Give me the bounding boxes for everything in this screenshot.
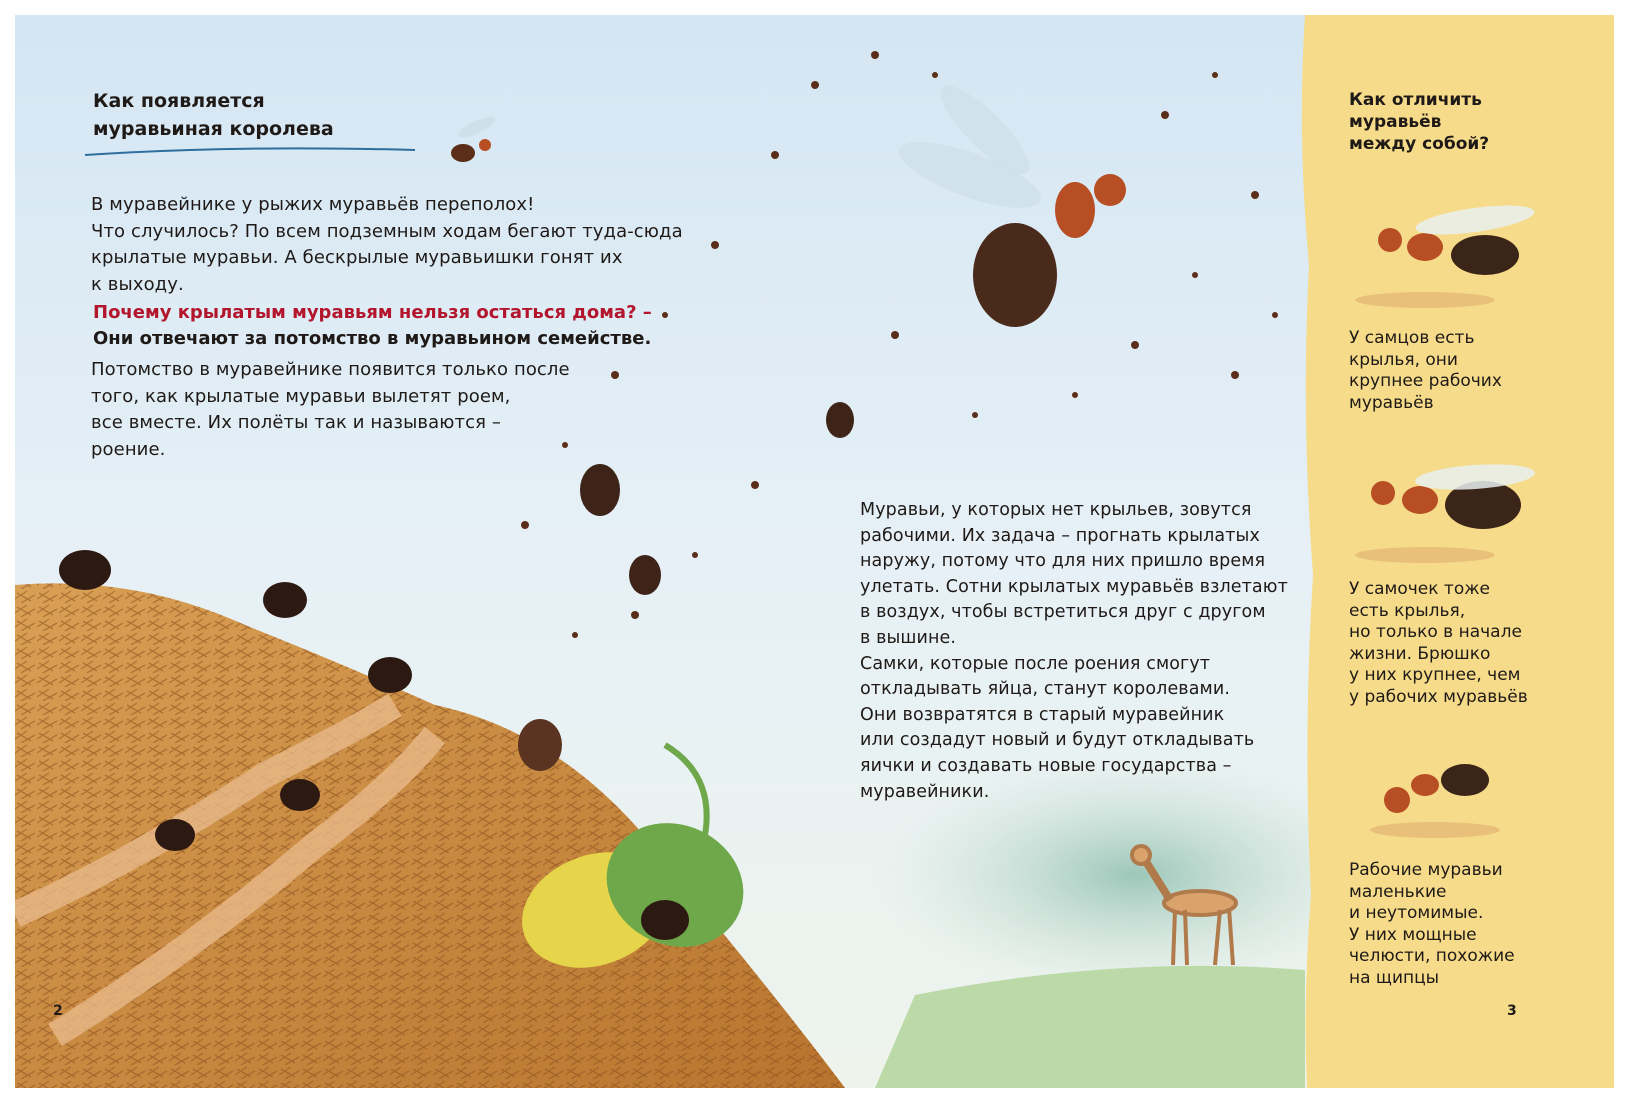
- question-block: [93, 300, 652, 352]
- caption-line: есть крылья,: [1349, 600, 1466, 621]
- caption-line: челюсти, похожие: [1349, 946, 1515, 966]
- text-line: в воздух, чтобы встретиться друг с другом: [860, 602, 1266, 623]
- text-line: Потомство в муравейнике появится только после: [91, 359, 570, 380]
- caption-line: У них мощные: [1349, 924, 1477, 945]
- caption-line: крылья, они: [1349, 349, 1458, 370]
- book-spread: [15, 15, 1614, 1088]
- question-answer: Они отвечают за потомство в муравьином семействе.: [93, 328, 652, 349]
- text-line: В муравейнике у рыжих муравьёв переполох!: [91, 194, 535, 215]
- text-line: рабочими. Их задача – прогнать крылатых: [860, 525, 1260, 546]
- text-line: к выходу.: [91, 273, 184, 295]
- text-line: или создадут новый и будут откладывать: [860, 730, 1255, 751]
- text-line: улетать. Сотни крылатых муравьёв взлетают: [860, 576, 1288, 597]
- title-line: муравьиная королева: [93, 118, 334, 140]
- title-line: Как появляется: [93, 90, 265, 112]
- caption-line: жизни. Брюшко: [1349, 643, 1491, 664]
- text-line: муравейники.: [860, 781, 990, 802]
- intro-paragraph: [91, 192, 683, 298]
- workers-paragraph: [860, 498, 1288, 805]
- sidebar-title-line: между собой?: [1349, 134, 1490, 154]
- caption-line: на щипцы: [1349, 967, 1440, 988]
- caption-line: у них крупнее, чем: [1349, 665, 1521, 685]
- caption-line: у рабочих муравьёв: [1349, 686, 1528, 707]
- caption-line: У самочек тоже: [1349, 579, 1491, 599]
- swarming-paragraph: [91, 357, 570, 463]
- sidebar-title: [1349, 89, 1489, 155]
- page-title: [93, 87, 334, 143]
- text-line: яички и создавать новые государства –: [860, 755, 1232, 776]
- caption-line: но только в начале: [1349, 622, 1522, 642]
- text-line: откладывать яйца, станут королевами.: [860, 679, 1230, 700]
- caption-line: и неутомимые.: [1349, 903, 1484, 923]
- question-heading: Почему крылатым муравьям нельзя остаться дома? –: [93, 302, 652, 323]
- caption-line: У самцов есть: [1349, 328, 1475, 348]
- text-line: в вышине.: [860, 627, 957, 648]
- text-line: роение.: [91, 438, 166, 460]
- caption-line: маленькие: [1349, 881, 1447, 902]
- text-line: крылатые муравьи. А бескрылые муравьишки гонят их: [91, 247, 623, 268]
- sidebar-title-line: Как отличить: [1349, 90, 1482, 110]
- text-line: Что случилось? По всем подземным ходам бегают туда-сюда: [91, 220, 683, 242]
- text-line: Самки, которые после роения смогут: [860, 653, 1211, 674]
- text-line: наружу, потому что для них пришло время: [860, 551, 1266, 572]
- caption-line: муравьёв: [1349, 392, 1434, 413]
- sidebar-title-line: муравьёв: [1349, 112, 1442, 132]
- caption-females: [1349, 579, 1569, 708]
- text-line: того, как крылатые муравьи вылетят роем,: [91, 385, 511, 407]
- caption-line: Рабочие муравьи: [1349, 860, 1503, 880]
- caption-workers: [1349, 860, 1569, 989]
- text-line: Муравьи, у которых нет крыльев, зовутся: [860, 500, 1252, 520]
- page-number-left: 2: [53, 1003, 63, 1019]
- text-line: все вместе. Их полёты так и называются –: [91, 412, 501, 433]
- caption-males: [1349, 328, 1569, 414]
- text-line: Они возвратятся в старый муравейник: [860, 704, 1225, 725]
- page-number-right: 3: [1507, 1003, 1517, 1019]
- caption-line: крупнее рабочих: [1349, 371, 1502, 391]
